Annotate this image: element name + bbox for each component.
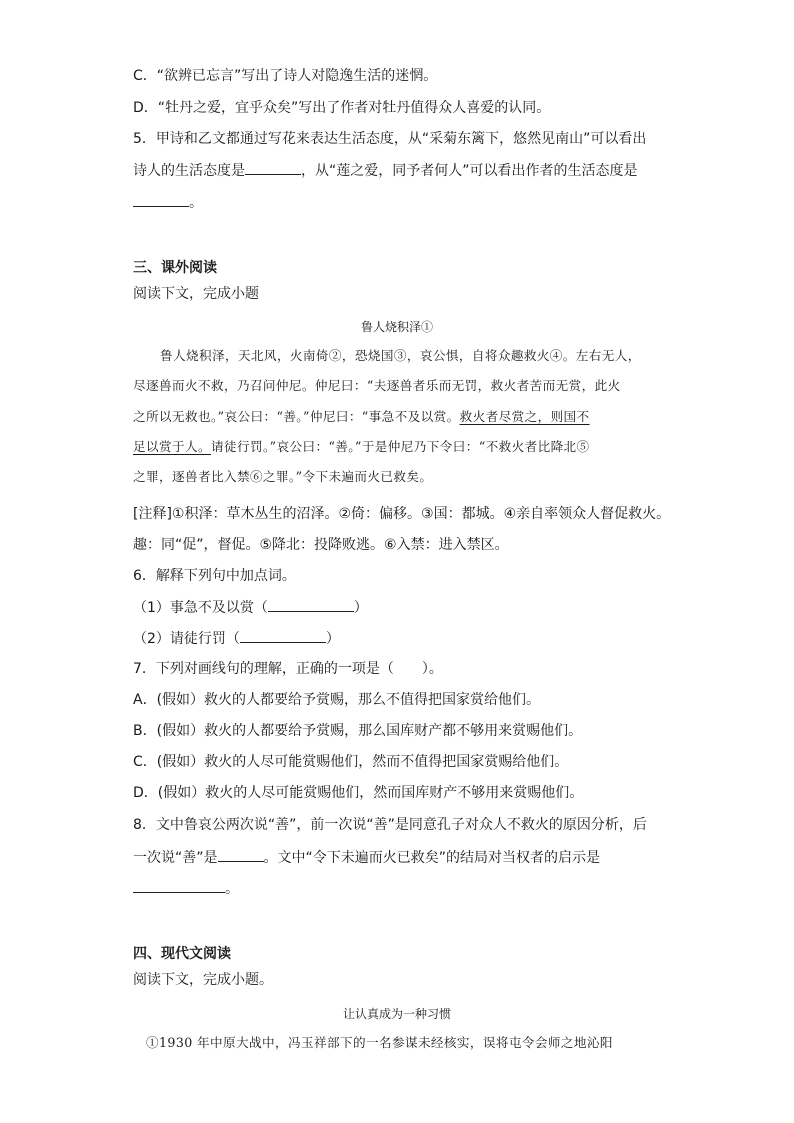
passage-line [133,437,590,457]
passage-line: 鲁人烧积泽，天北风，火南倚②，恐烧国③，哀公惧，自将众趣救火④。左右无人， [160,348,641,363]
annotation-line: 趣：同“促”，督促。⑤降北：投降败逃。⑥入禁：进入禁区。 [133,537,509,553]
q8-text-b: 。文中“令下未遍而火已救矣”的结局对当权者的启示是 [263,850,601,866]
q5-line2 [133,160,638,181]
q8-line3 [133,878,239,899]
underlined-sentence: 足以赏于人。 [133,439,211,454]
passage-title: 鲁人烧积泽① [360,320,433,334]
answer-blank[interactable] [133,878,225,893]
q6-item2-text: （2）请徒行罚（ [133,631,240,647]
q7-option-a[interactable]: A．(假如）救火的人都要给予赏赐，那么不值得把国家赏给他们。 [133,692,541,708]
passage-line: ①1930 年中原大战中，冯玉祥部下的一名参谋未经核实，误将屯令会师之地沁阳 [146,1035,613,1050]
q5-text-a: 诗人的生活态度是 [133,163,245,179]
section-heading: 三、课外阅读 [133,260,217,276]
q8-end: 。 [225,881,239,897]
section-instruction: 阅读下文，完成小题 [133,286,259,302]
q6-stem: 6．解释下列句中加点词。 [133,568,296,584]
annotation-line: [注释]①积泽：草木丛生的沼泽。②倚：偏移。③国：都城。④亲自率领众人督促救火。 [133,506,671,522]
passage-line: 尽逐兽而火不救，乃召问仲尼。仲尼曰：“夫逐兽者乐而无罚，救火者苦而无赏，此火 [133,378,621,393]
answer-blank[interactable] [240,628,326,643]
q6-item1 [133,597,368,618]
q7-option-d[interactable]: D．(假如）救火的人尽可能赏赐他们，然而国库财产不够用来赏赐他们。 [133,785,584,801]
section-instruction: 阅读下文，完成小题。 [133,972,273,988]
q7-option-b[interactable]: B．(假如）救火的人都要给予赏赐，那么国库财产都不够用来赏赐他们。 [133,723,583,739]
q4-option-c: C．“欲辨已忘言”写出了诗人对隐逸生活的迷惘。 [133,68,438,84]
q6-item1-text: （1）事急不及以赏（ [133,600,268,616]
passage-line: 之罪，逐兽者比入禁⑥之罪。”令下未遍而火已救矣。 [133,469,433,484]
q6-item2-close: ） [325,631,340,647]
q5-line3 [133,192,203,213]
q7-stem: 7．下列对画线句的理解，正确的一项是（ ）。 [133,661,443,677]
q8-text-a: 一次说“善”是 [133,850,218,866]
q5-end: 。 [189,195,203,211]
q6-item1-close: ） [353,600,368,616]
passage-line [133,407,590,427]
passage-text: 之所以无救也。”哀公曰：“善。”仲尼曰：“事急不及以赏。 [133,409,460,424]
answer-blank[interactable] [268,597,354,612]
q8-line2 [133,847,600,868]
q5-text-b: ，从“莲之爱，同予者何人”可以看出作者的生活态度是 [301,163,638,179]
passage-text: 请徒行罚。”哀公曰：“善。”于是仲尼乃下令曰：“不救火者比降北⑤ [210,439,590,454]
q7-option-c[interactable]: C．(假如）救火的人尽可能赏赐他们，然而不值得把国家赏赐给他们。 [133,754,569,770]
q5-line1: 5．甲诗和乙文都通过写花来表达生活态度，从“采菊东篱下，悠然见南山”可以看出 [133,131,647,147]
passage-title: 让认真成为一种习惯 [342,1007,451,1021]
q4-option-d: D．“牡丹之爱，宜乎众矣”写出了作者对牡丹值得众人喜爱的认同。 [133,100,551,116]
q8-line1: 8．文中鲁哀公两次说“善”，前一次说“善”是同意孔子对众人不救火的原因分析，后 [133,817,647,833]
underlined-sentence: 救火者尽赏之，则国不 [459,409,590,424]
section-heading: 四、现代文阅读 [133,946,231,962]
q6-item2 [133,628,340,649]
answer-blank[interactable] [218,847,264,862]
answer-blank[interactable] [245,160,301,175]
answer-blank[interactable] [133,192,189,207]
